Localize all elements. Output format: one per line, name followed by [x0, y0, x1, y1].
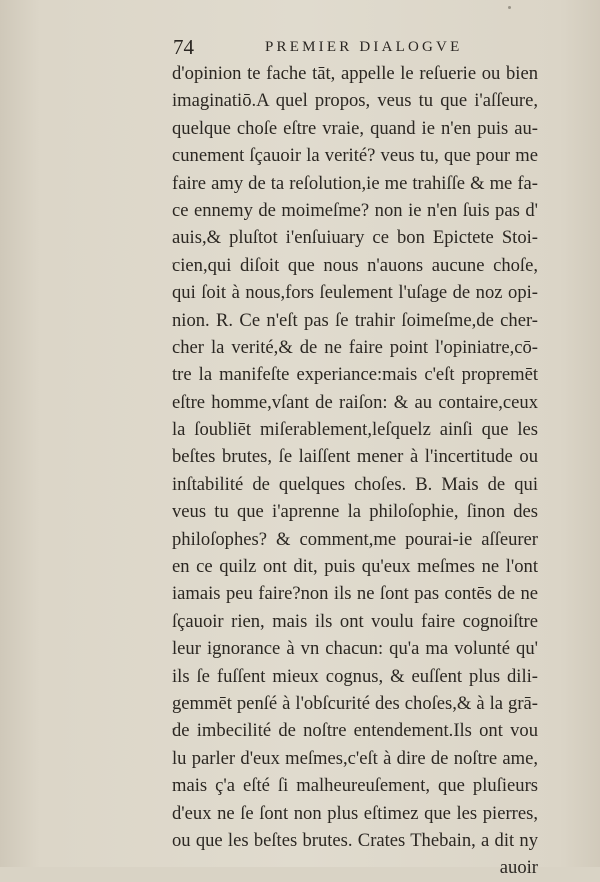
page-number: 74	[173, 35, 194, 59]
text-line: cunement ſçauoir la verité? veus tu, que pour me	[172, 145, 538, 167]
text-line: ou que les beſtes brutes. Crates Thebain, a dit ny	[172, 829, 538, 851]
text-line: eſtre homme,vſant de raiſon: & au contaire,ceux	[172, 391, 538, 413]
page-header	[173, 34, 539, 60]
text-line: en ce quilz ont dit, puis qu'eux meſmes ne l'ont	[172, 556, 538, 578]
text-line: faire amy de ta reſolution,ie me trahiſſe & me fa-	[172, 172, 538, 194]
running-title: PREMIER DIALOGVE	[265, 39, 463, 55]
text-line: mais ç'a eſté ſi malheureuſement, que pluſieurs	[172, 775, 538, 797]
text-line: imaginatiō.A quel propos, veus tu que i'aſſeure,	[172, 90, 538, 112]
text-line: cien,qui diſoit que nous n'auons aucune choſe,	[172, 254, 538, 276]
text-line: veus tu que i'aprenne la philoſophie, ſinon des	[172, 501, 538, 523]
text-line: qui ſoit à nous,fors ſeulement l'uſage de noz opi-	[172, 282, 538, 304]
text-line: leur ignorance à vn chacun: qu'a ma volunté qu'	[172, 638, 538, 660]
text-line: d'opinion te fache tāt, appelle le reſuerie ou bien	[172, 63, 538, 84]
text-line: auis,& pluſtot i'enſuiuary ce bon Epictete Stoi-	[172, 227, 538, 249]
body-text	[172, 60, 538, 882]
text-line: philoſophes? & comment,me pourai-ie aſſeurer	[172, 528, 538, 550]
catchword: auoir	[499, 857, 538, 879]
text-line: ſçauoir rien, mais ils ont voulu faire cognoiſtre	[172, 610, 538, 632]
text-line: iamais peu faire?non ils ne ſont pas contēs de ne	[172, 583, 538, 605]
text-line: cher la verité,& de ne faire point l'opiniatre,cō-	[172, 336, 538, 358]
text-line: tre la manifeſte experiance:mais c'eſt propremēt	[172, 364, 538, 386]
text-line: nion. R. Ce n'eſt pas ſe trahir ſoimeſme,de cher-	[172, 309, 538, 331]
text-line: beſtes brutes, ſe laiſſent mener à l'incertitude ou	[172, 446, 538, 468]
text-line: ils ſe fuſſent mieux cognus, & euſſent plus dili-	[172, 665, 538, 687]
text-line: d'eux ne ſe ſont non plus eſtimez que les pierres,	[172, 802, 538, 824]
paper-speck	[508, 6, 511, 9]
text-line: la ſoubliēt miſerablement,leſquelz ainſi que les	[172, 419, 538, 441]
text-line: lu parler d'eux meſmes,c'eſt à dire de noſtre ame,	[172, 747, 538, 769]
text-line: inſtabilité de quelques choſes. B. Mais de qui	[172, 473, 538, 495]
text-line: de imbecilité de noſtre entendement.Ils ont vou	[172, 720, 538, 742]
text-line: ce ennemy de moimeſme? non ie n'en ſuis pas d'	[172, 199, 538, 221]
text-line: gemmēt penſé à l'obſcurité des choſes,& à la grā-	[172, 692, 538, 714]
text-line: quelque choſe eſtre vraie, quand ie n'en puis au-	[172, 117, 538, 139]
